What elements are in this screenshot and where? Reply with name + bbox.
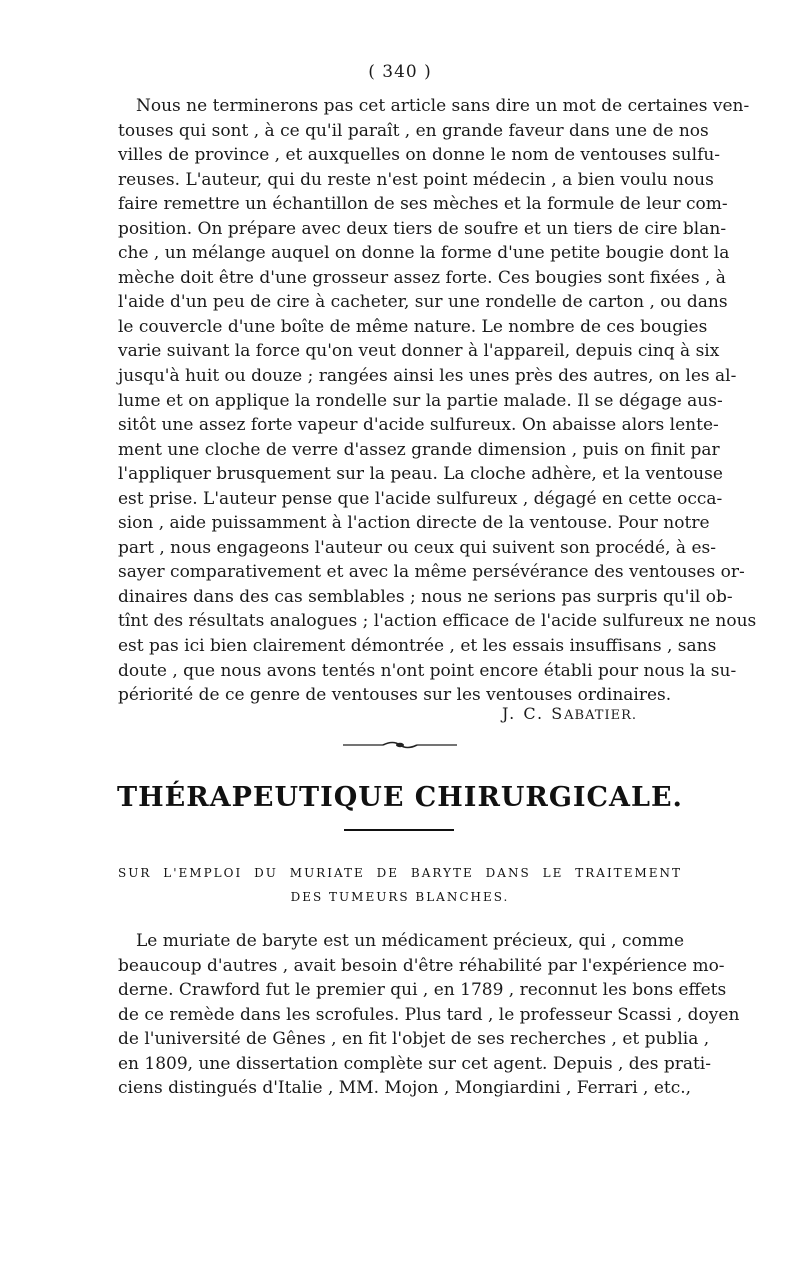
text-line: de ce remède dans les scrofules. Plus tard , le professeur Scassi , doyen — [118, 1004, 740, 1025]
text-line: est prise. L'auteur pense que l'acide sulfureux , dégagé en cette occa- — [118, 488, 723, 509]
section-title: THÉRAPEUTIQUE CHIRURGICALE. — [117, 782, 683, 813]
text-line: tînt des résultats analogues ; l'action efficace de l'acide sulfureux ne nous — [118, 611, 757, 632]
text-line: derne. Crawford fut le premier qui , en 1789 , reconnut les bons effets — [118, 980, 727, 1001]
text-line: part , nous engageons l'auteur ou ceux qui suivent son procédé, à es- — [118, 537, 716, 558]
text-line: l'appliquer brusquement sur la peau. La cloche adhère, et la ventouse — [118, 464, 723, 485]
text-line: beaucoup d'autres , avait besoin d'être réhabilité par l'expérience mo- — [118, 955, 725, 976]
title-rule — [344, 829, 454, 831]
text-line: en 1809, une dissertation complète sur cet agent. Depuis , des prati- — [118, 1053, 711, 1074]
text-line: sion , aide puissamment à l'action directe de la ventouse. Pour notre — [118, 513, 710, 534]
article-subtitle-line: DES TUMEURS BLANCHES. — [290, 890, 510, 904]
page-number: ( 340 ) — [368, 62, 432, 82]
text-line: position. On prépare avec deux tiers de soufre et un tiers de cire blan- — [118, 218, 727, 239]
text-line: faire remettre un échantillon de ses mèches et la formule de leur com- — [118, 194, 728, 215]
text-line: sitôt une assez forte vapeur d'acide sulfureux. On abaisse alors lente- — [118, 415, 719, 436]
text-line: le couvercle d'une boîte de même nature. Le nombre de ces bougies — [118, 316, 708, 337]
text-line: reuses. L'auteur, qui du reste n'est point médecin , a bien voulu nous — [118, 169, 714, 190]
text-line: dinaires dans des cas semblables ; nous ne serions pas surpris qu'il ob- — [118, 586, 733, 607]
text-line: de l'université de Gênes , en fit l'objet de ses recherches , et publia , — [118, 1029, 710, 1050]
text-line: sayer comparativement et avec la même persévérance des ventouses or- — [118, 562, 745, 583]
text-line: varie suivant la force qu'on veut donner à l'appareil, depuis cinq à six — [118, 341, 720, 362]
paragraph-muriate-de-baryte — [118, 929, 740, 1101]
text-line: jusqu'à huit ou douze ; rangées ainsi les unes près des autres, on les al- — [118, 366, 737, 387]
text-line: ciens distingués d'Italie , MM. Mojon , Mongiardini , Ferrari , etc., — [118, 1078, 692, 1099]
text-line: est pas ici bien clairement démontrée , et les essais insuffisans , sans — [118, 636, 717, 657]
text-line: Le muriate de baryte est un médicament précieux, qui , comme — [136, 931, 685, 951]
author-signature — [118, 704, 637, 723]
text-line: che , un mélange auquel on donne la forme d'une petite bougie dont la — [118, 243, 730, 264]
text-line: doute , que nous avons tentés n'ont point encore établi pour nous la su- — [118, 660, 737, 681]
paragraph-ventouses — [118, 94, 757, 708]
text-line: mèche doit être d'une grosseur assez forte. Ces bougies sont fixées , à — [118, 267, 726, 288]
text-line: périorité de ce genre de ventouses sur les ventouses ordinaires. — [118, 685, 672, 706]
text-line: l'aide d'un peu de cire à cacheter, sur une rondelle de carton , ou dans — [118, 292, 728, 313]
signature-initials: J. C. S — [502, 704, 565, 723]
text-line: ment une cloche de verre d'assez grande dimension , puis on finit par — [118, 439, 720, 460]
text-line: villes de province , et auxquelles on donne le nom de ventouses sulfu- — [118, 145, 721, 166]
signature-surname: ABATIER. — [564, 708, 637, 723]
article-subtitle-line: SUR L'EMPLOI DU MURIATE DE BARYTE DANS LE TRAITEMENT — [118, 866, 682, 880]
text-line: Nous ne terminerons pas cet article sans dire un mot de certaines ven- — [136, 96, 750, 116]
separator-ornament — [343, 738, 457, 752]
text-line: touses qui sont , à ce qu'il paraît , en grande faveur dans une de nos — [118, 120, 709, 141]
text-line: lume et on applique la rondelle sur la partie malade. Il se dégage aus- — [118, 390, 723, 411]
